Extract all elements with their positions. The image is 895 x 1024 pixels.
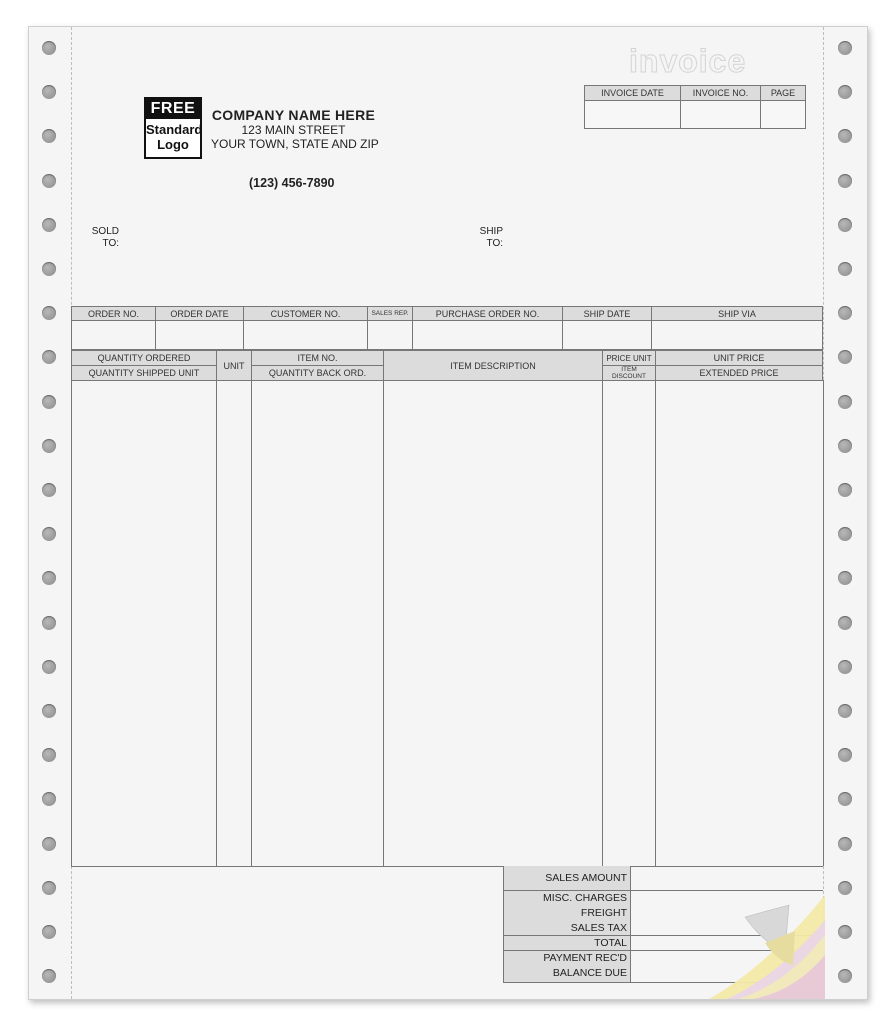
purchase-order-no-header: PURCHASE ORDER NO. (413, 307, 563, 321)
tractor-feed-hole (838, 262, 852, 276)
tractor-feed-hole (838, 306, 852, 320)
tractor-feed-hole (838, 85, 852, 99)
tractor-feed-hole (838, 704, 852, 718)
quantity-shipped-unit-header: QUANTITY SHIPPED UNIT (72, 366, 217, 381)
order-date-header: ORDER DATE (156, 307, 244, 321)
sales-tax-label: SALES TAX (570, 922, 627, 934)
order-no-header: ORDER NO. (72, 307, 156, 321)
sales-amount-label: SALES AMOUNT (545, 872, 627, 884)
sold-to-suffix: TO: (102, 238, 119, 249)
tractor-feed-hole (42, 527, 56, 541)
invoice-header-box (584, 85, 806, 129)
total-label: TOTAL (594, 937, 627, 949)
tractor-feed-hole (42, 969, 56, 983)
items-rule-bottom (71, 866, 823, 867)
tractor-feed-hole (838, 616, 852, 630)
payment-recd-label: PAYMENT REC'D (543, 952, 627, 964)
tractor-feed-hole (42, 395, 56, 409)
page-header: PAGE (761, 86, 806, 101)
tractor-feed-hole (42, 41, 56, 55)
tractor-feed-hole (42, 792, 56, 806)
sold-to-label (85, 226, 119, 250)
tractor-feed-hole (838, 969, 852, 983)
tractor-feed-hole (838, 837, 852, 851)
company-street: 123 MAIN STREET (241, 123, 346, 137)
company-phone: (123) 456-7890 (249, 176, 335, 190)
tractor-feed-hole (42, 85, 56, 99)
tractor-feed-hole (838, 483, 852, 497)
tractor-feed-hole (42, 616, 56, 630)
ship-via-field[interactable] (652, 321, 823, 350)
customer-no-field[interactable] (244, 321, 368, 350)
invoice-date-field[interactable] (585, 101, 681, 129)
tractor-feed-hole (42, 925, 56, 939)
invoice-watermark-title: invoice (629, 43, 747, 79)
tractor-feed-hole (838, 660, 852, 674)
item-description-header: ITEM DESCRIPTION (384, 351, 603, 381)
tractor-feed-hole (838, 395, 852, 409)
order-info-table (71, 306, 823, 350)
tractor-feed-hole (838, 881, 852, 895)
ship-to-label (469, 226, 503, 250)
tractor-feed-hole (838, 748, 852, 762)
extended-price-header: EXTENDED PRICE (656, 366, 823, 381)
standard-logo (144, 97, 202, 159)
company-info (211, 107, 379, 151)
items-rule-left (71, 380, 72, 866)
tractor-feed-hole (838, 218, 852, 232)
invoice-no-field[interactable] (681, 101, 761, 129)
tractor-feed-hole (838, 792, 852, 806)
ship-date-field[interactable] (563, 321, 652, 350)
tractor-feed-left (29, 27, 71, 999)
item-discount-header (603, 366, 656, 381)
tractor-feed-hole (42, 837, 56, 851)
logo-standard-text: Standard (146, 122, 203, 137)
items-table-header (71, 350, 823, 381)
balance-due-label: BALANCE DUE (552, 967, 627, 979)
ship-label: SHIP (479, 226, 503, 237)
tractor-feed-hole (838, 129, 852, 143)
tractor-feed-hole (42, 704, 56, 718)
item-no-header: ITEM NO. (252, 351, 384, 366)
tractor-feed-hole (42, 262, 56, 276)
tractor-feed-hole (42, 129, 56, 143)
tractor-feed-hole (42, 483, 56, 497)
tractor-feed-hole (42, 660, 56, 674)
tractor-feed-hole (42, 881, 56, 895)
tractor-feed-hole (838, 439, 852, 453)
tractor-feed-hole (838, 571, 852, 585)
logo-logo-text: Logo (157, 137, 189, 152)
tractor-feed-hole (42, 306, 56, 320)
purchase-order-no-field[interactable] (413, 321, 563, 350)
quantity-ordered-header: QUANTITY ORDERED (72, 351, 217, 366)
tractor-feed-hole (838, 925, 852, 939)
sold-label: SOLD (91, 226, 119, 237)
tractor-feed-hole (838, 350, 852, 364)
tractor-feed-hole (838, 41, 852, 55)
misc-charges-label: MISC. CHARGES (542, 892, 627, 904)
tractor-feed-hole (42, 748, 56, 762)
tractor-feed-hole (838, 174, 852, 188)
freight-label: FREIGHT (580, 907, 627, 919)
company-name: COMPANY NAME HERE (211, 107, 376, 123)
item-discount-line2: DISCOUNT (612, 373, 646, 380)
ship-date-header: SHIP DATE (563, 307, 652, 321)
order-no-field[interactable] (72, 321, 156, 350)
tractor-feed-hole (42, 174, 56, 188)
items-rule-description (383, 380, 384, 866)
unit-price-header: UNIT PRICE (656, 351, 823, 366)
invoice-form (28, 26, 868, 1000)
customer-no-header: CUSTOMER NO. (244, 307, 368, 321)
page-field[interactable] (761, 101, 806, 129)
price-unit-header: PRICE UNIT (603, 351, 656, 366)
invoice-no-header: INVOICE NO. (681, 86, 761, 101)
ship-via-header: SHIP VIA (652, 307, 823, 321)
item-discount-line1: ITEM (621, 366, 637, 373)
tractor-feed-hole (42, 439, 56, 453)
ship-to-suffix: TO: (486, 238, 503, 249)
invoice-date-header: INVOICE DATE (585, 86, 681, 101)
sales-rep-field[interactable] (368, 321, 413, 350)
tractor-feed-hole (42, 350, 56, 364)
tractor-feed-hole (42, 571, 56, 585)
items-rule-item-no (251, 380, 252, 866)
items-rule-right (823, 380, 824, 866)
items-rule-unit-price (655, 380, 656, 866)
sales-rep-header: SALES REP. (368, 307, 413, 321)
order-date-field[interactable] (156, 321, 244, 350)
items-rule-unit (216, 380, 217, 866)
quantity-back-ord-header: QUANTITY BACK ORD. (252, 366, 384, 381)
carbon-copy-corner-image (709, 875, 825, 999)
tractor-feed-hole (42, 218, 56, 232)
items-rule-price-unit (602, 380, 603, 866)
tractor-feed-hole (838, 527, 852, 541)
company-city: YOUR TOWN, STATE AND ZIP (211, 137, 379, 151)
tractor-feed-right (825, 27, 867, 999)
unit-header: UNIT (217, 351, 252, 381)
totals-rule-value (630, 866, 631, 982)
logo-free-text: FREE (146, 99, 200, 119)
